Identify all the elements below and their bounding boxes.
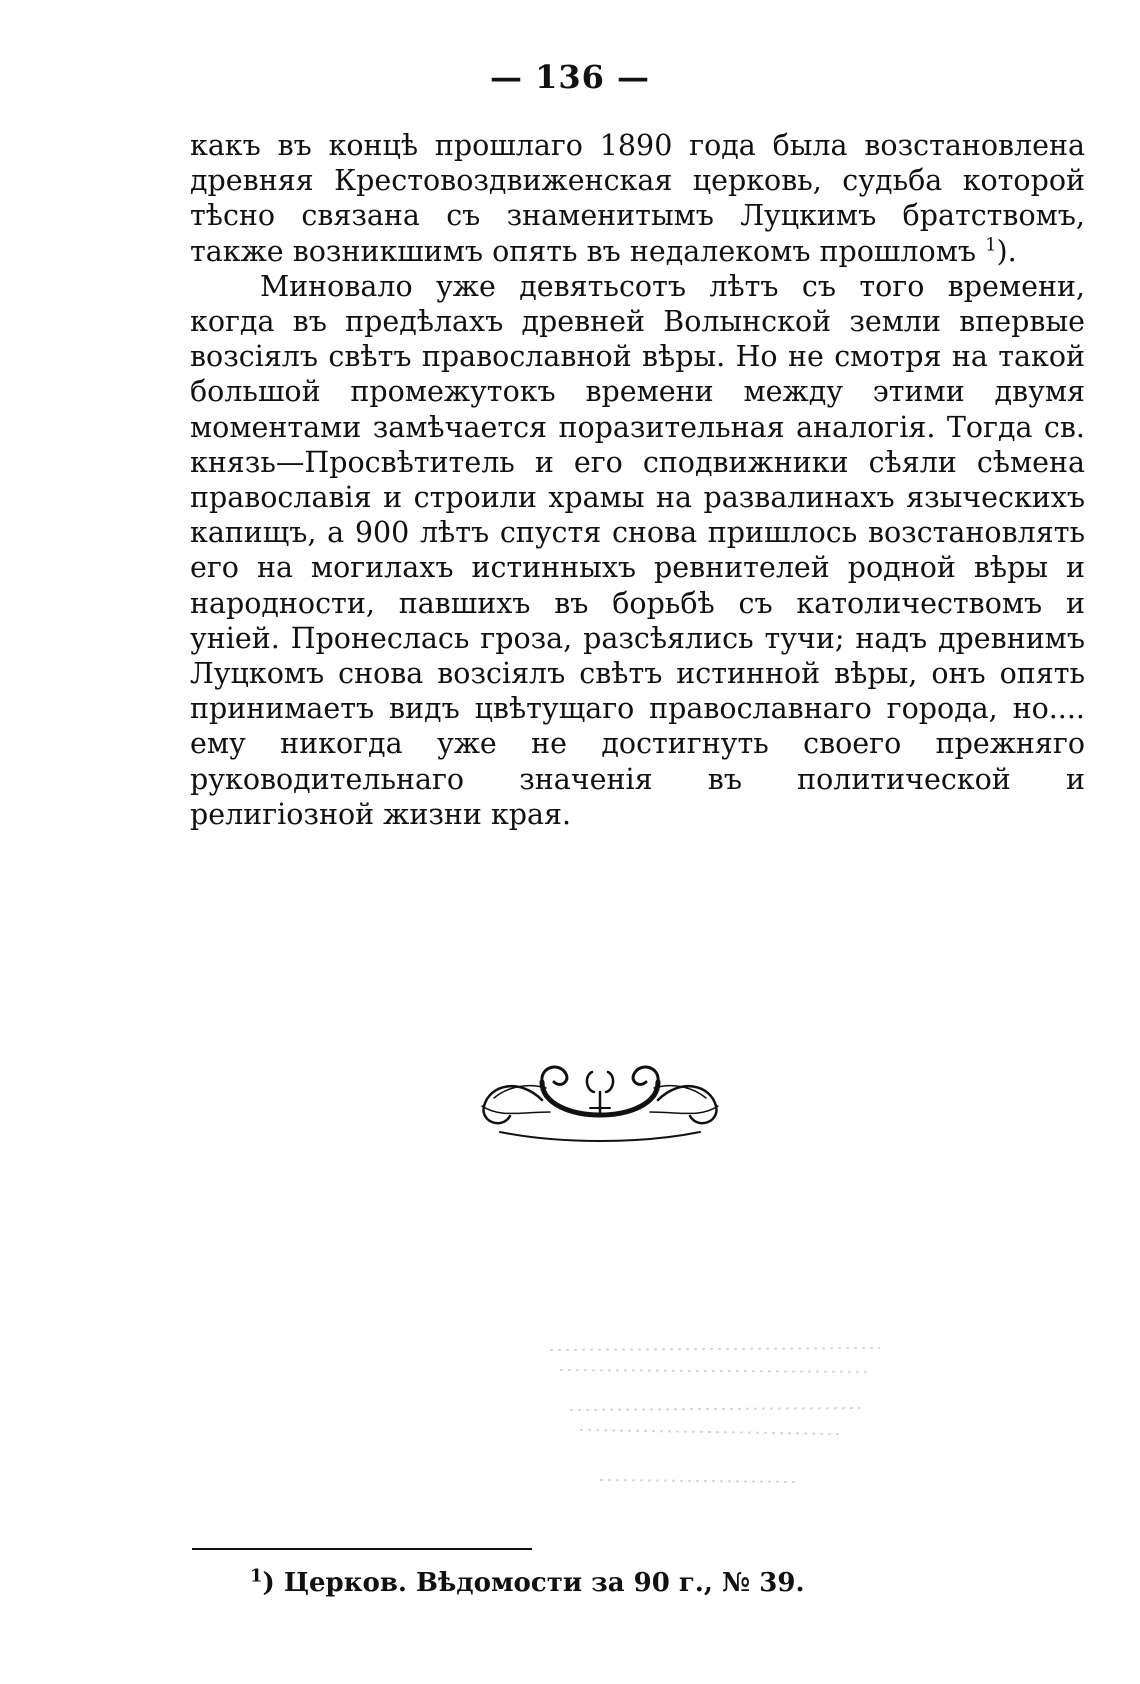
- paragraph-1: [190, 128, 1085, 269]
- footnote-ref: 1: [985, 234, 997, 256]
- footnote-text: ) Церков. Вѣдомости за 90 г., № 39.: [262, 1568, 805, 1598]
- ornament-icon: [480, 1048, 720, 1158]
- footnote-marker: 1: [250, 1565, 263, 1587]
- page-number: — 136 —: [489, 58, 651, 96]
- paragraph-1-text: какъ въ концѣ прошлаго 1890 года была возстановлена древняя Крестовоздвиженская церковь, судьба которой тѣсно связана съ знаменитымъ Луцкимъ братствомъ, также возникшимъ опять въ недалекомъ прошломъ: [190, 129, 1085, 268]
- footnote-rule: [192, 1548, 532, 1550]
- footnote: [250, 1565, 805, 1598]
- paragraph-1-end: ).: [996, 234, 1017, 268]
- faded-stamp-icon: [540, 1330, 900, 1510]
- body-text: [190, 128, 1085, 832]
- paragraph-2: Миновало уже девятьсотъ лѣтъ съ того времени, когда въ предѣлахъ древней Волынской земли впервые возсіялъ свѣтъ православной вѣры. Но не смотря на такой большой промежутокъ времени между этими двумя моментами замѣчается поразительная аналогія. Тогда св. князь—Просвѣтитель и его сподвижники сѣяли сѣмена православія и строили храмы на развалинахъ языческихъ капищъ, а 900 лѣтъ спустя снова пришлось возстановлять его на могилахъ истинныхъ ревнителей родной вѣры и народности, павшихъ въ борьбѣ съ католичествомъ и уніей. Пронеслась гроза, разсѣялись тучи; надъ древнимъ Луцкомъ снова возсіялъ свѣтъ истинной вѣры, онъ опять принимаетъ видъ цвѣтущаго православнаго города, но.... ему никогда уже не достигнуть своего прежняго руководительнаго значенія въ политической и религіозной жизни края.: [190, 269, 1085, 831]
